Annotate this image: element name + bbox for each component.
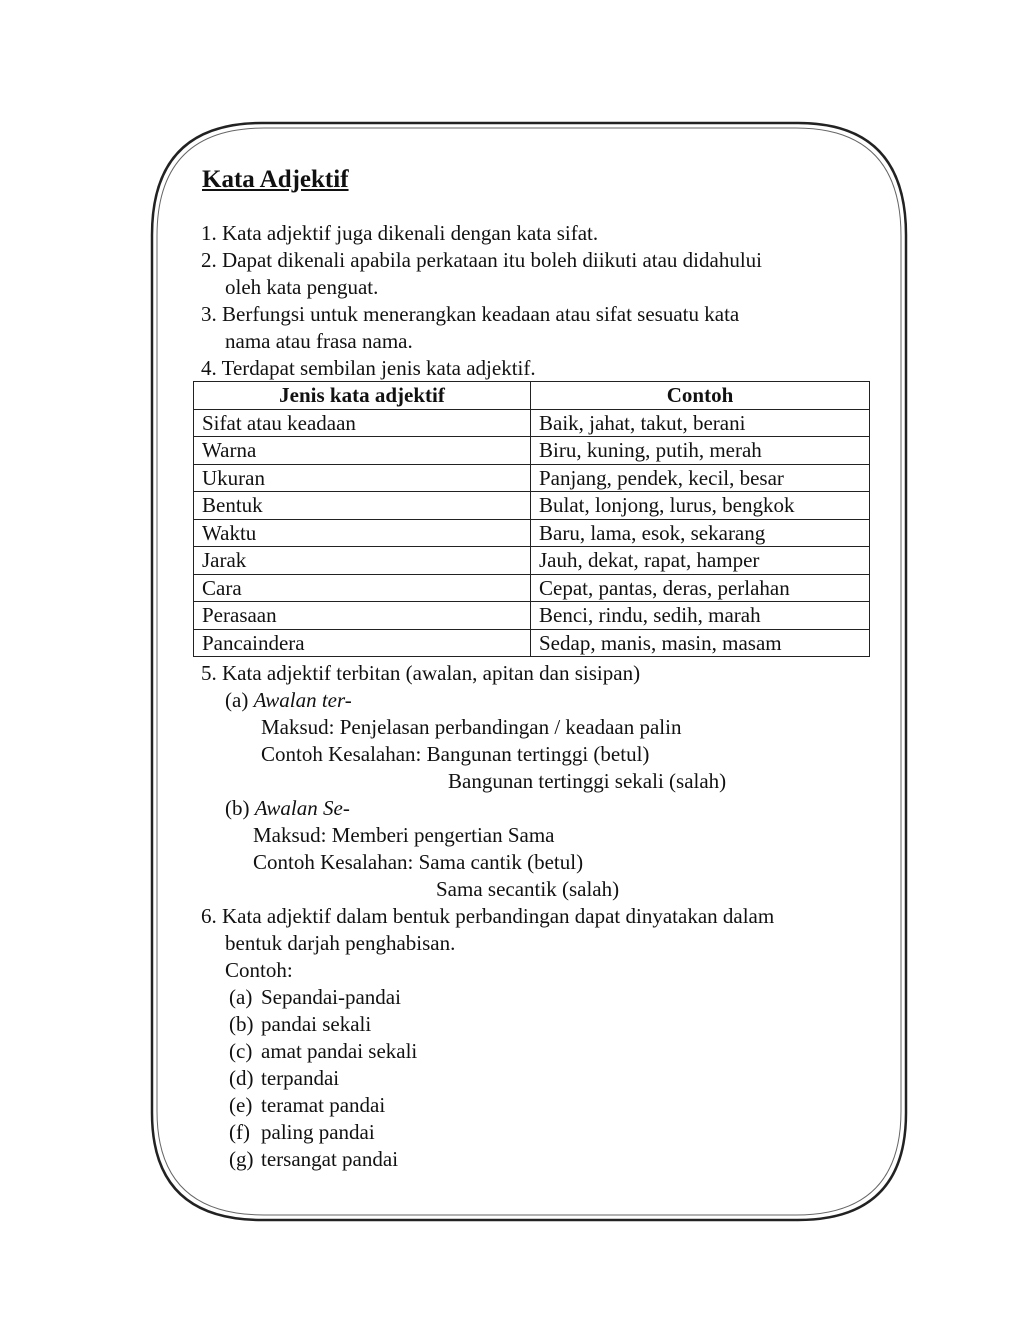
example-marker: (b) [229, 1012, 254, 1036]
example-marker: (a) [229, 985, 253, 1009]
table-row [194, 437, 870, 465]
point-5a-contoh-2: Bangunan tertinggi sekali (salah) [448, 769, 727, 793]
table-row [194, 629, 870, 657]
point-6-contoh-label: Contoh: [225, 958, 293, 982]
page-title: Kata Adjektif [202, 166, 349, 193]
table-row [194, 574, 870, 602]
example-marker: (g) [229, 1147, 254, 1171]
example-cell: Biru, kuning, putih, merah [531, 437, 870, 465]
point-6-continued: bentuk darjah penghabisan. [225, 931, 456, 955]
type-cell: Ukuran [194, 464, 531, 492]
point-5a-maksud: Maksud: Penjelasan perbandingan / keadaan palin [261, 715, 682, 739]
point-5b-heading [225, 795, 350, 821]
example-text: tersangat pandai [261, 1147, 399, 1171]
point-5-heading: 5. Kata adjektif terbitan (awalan, apitan dan sisipan) [201, 661, 641, 685]
type-cell: Warna [194, 437, 531, 465]
example-marker: (f) [229, 1120, 250, 1144]
type-cell: Pancaindera [194, 629, 531, 657]
example-cell: Sedap, manis, masin, masam [531, 629, 870, 657]
point-2: 2. Dapat dikenali apabila perkataan itu boleh diikuti atau didahului [201, 248, 762, 272]
example-marker: (e) [229, 1093, 253, 1117]
example-cell: Benci, rindu, sedih, marah [531, 602, 870, 630]
point-1: 1. Kata adjektif juga dikenali dengan kata sifat. [201, 221, 599, 245]
example-text: teramat pandai [261, 1093, 386, 1117]
point-5a-label: Awalan ter- [253, 688, 352, 712]
example-text: paling pandai [261, 1120, 375, 1144]
column-header-example: Contoh [531, 382, 870, 410]
adjective-types-table [193, 381, 870, 657]
type-cell: Sifat atau keadaan [194, 409, 531, 437]
example-cell: Bulat, lonjong, lurus, bengkok [531, 492, 870, 520]
type-cell: Cara [194, 574, 531, 602]
example-cell: Baik, jahat, takut, berani [531, 409, 870, 437]
point-5b-contoh-2: Sama secantik (salah) [436, 877, 620, 901]
table-row [194, 547, 870, 575]
column-header-type: Jenis kata adjektif [194, 382, 531, 410]
type-cell: Bentuk [194, 492, 531, 520]
point-3-continued: nama atau frasa nama. [225, 329, 413, 353]
point-6: 6. Kata adjektif dalam bentuk perbandingan dapat dinyatakan dalam [201, 904, 775, 928]
point-3: 3. Berfungsi untuk menerangkan keadaan atau sifat sesuatu kata [201, 302, 740, 326]
example-cell: Jauh, dekat, rapat, hamper [531, 547, 870, 575]
example-text: amat pandai sekali [261, 1039, 418, 1063]
point-5a-marker: (a) [225, 688, 254, 712]
point-2-continued: oleh kata penguat. [225, 275, 379, 299]
table-row [194, 519, 870, 547]
point-5b-label: Awalan Se- [254, 796, 350, 820]
type-cell: Jarak [194, 547, 531, 575]
point-5b-contoh: Contoh Kesalahan: Sama cantik (betul) [253, 850, 584, 874]
example-cell: Cepat, pantas, deras, perlahan [531, 574, 870, 602]
table-header-row [194, 382, 870, 410]
point-5a-contoh: Contoh Kesalahan: Bangunan tertinggi (betul) [261, 742, 650, 766]
type-cell: Perasaan [194, 602, 531, 630]
table-row [194, 464, 870, 492]
example-marker: (c) [229, 1039, 253, 1063]
example-text: pandai sekali [261, 1012, 372, 1036]
example-cell: Baru, lama, esok, sekarang [531, 519, 870, 547]
table-row [194, 602, 870, 630]
table-row [194, 492, 870, 520]
point-4: 4. Terdapat sembilan jenis kata adjektif. [201, 356, 536, 380]
point-5a-heading [225, 687, 352, 713]
example-marker: (d) [229, 1066, 254, 1090]
point-5b-marker: (b) [225, 796, 255, 820]
example-text: Sepandai-pandai [261, 985, 401, 1009]
type-cell: Waktu [194, 519, 531, 547]
point-5b-maksud: Maksud: Memberi pengertian Sama [253, 823, 555, 847]
example-cell: Panjang, pendek, kecil, besar [531, 464, 870, 492]
table-row [194, 409, 870, 437]
example-text: terpandai [261, 1066, 340, 1090]
